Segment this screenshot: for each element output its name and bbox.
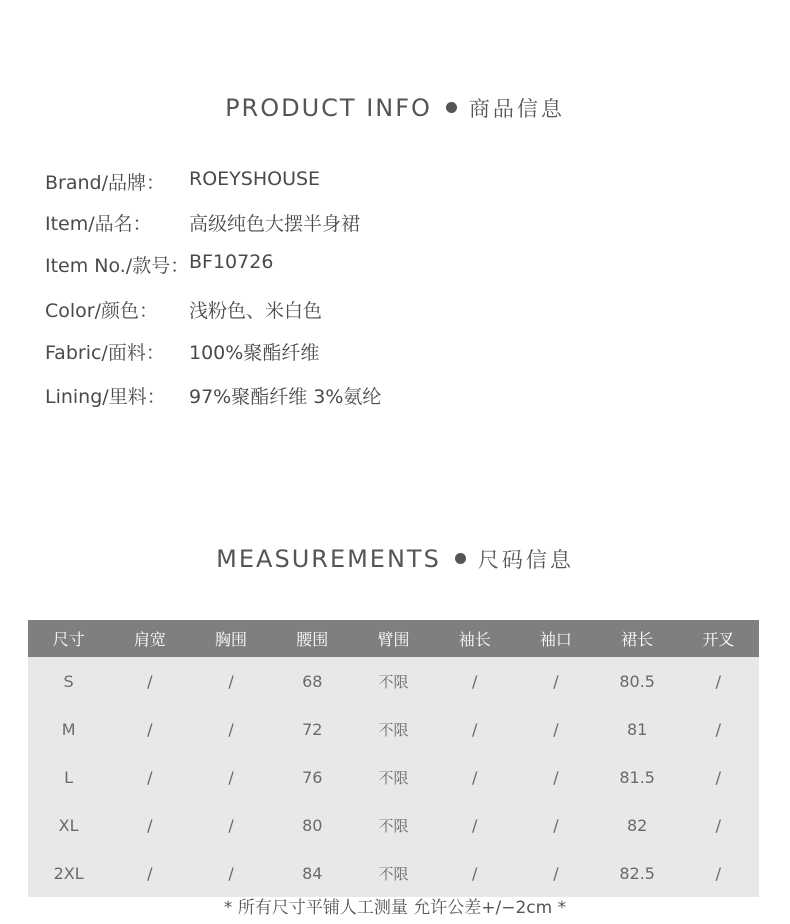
cell-chest: / <box>190 753 271 801</box>
cell-size: XL <box>28 801 109 849</box>
cell-size: S <box>28 657 109 705</box>
cell-cuff: / <box>515 801 596 849</box>
header-shoulder: 肩宽 <box>109 620 190 657</box>
cell-waist: 80 <box>272 801 353 849</box>
cell-waist: 68 <box>272 657 353 705</box>
table-row <box>28 705 759 753</box>
measurements-title-en: MEASUREMENTS <box>216 545 441 573</box>
info-label: Item No./款号： <box>45 255 190 277</box>
cell-cuff: / <box>515 753 596 801</box>
cell-skirt-length: 81.5 <box>597 753 678 801</box>
cell-sleeve-length: / <box>434 849 515 897</box>
cell-slit: / <box>678 849 759 897</box>
header-sleeve-length: 袖长 <box>434 620 515 657</box>
info-label: Brand/品牌： <box>45 172 165 194</box>
cell-waist: 76 <box>272 753 353 801</box>
size-table <box>28 620 759 897</box>
cell-chest: / <box>190 705 271 753</box>
table-row <box>28 801 759 849</box>
header-size: 尺寸 <box>28 620 109 657</box>
header-waist: 腰围 <box>272 620 353 657</box>
header-skirt-length: 裙长 <box>597 620 678 657</box>
cell-waist: 84 <box>272 849 353 897</box>
cell-waist: 72 <box>272 705 353 753</box>
header-slit: 开叉 <box>678 620 759 657</box>
cell-arm: 不限 <box>353 801 434 849</box>
measurement-footnote: * 所有尺寸平铺人工测量 允许公差+/−2cm * <box>223 898 567 918</box>
table-row <box>28 753 759 801</box>
info-label: Item/品名： <box>45 213 152 235</box>
bullet-dot-icon <box>455 553 466 564</box>
cell-arm: 不限 <box>353 753 434 801</box>
header-cuff: 袖口 <box>515 620 596 657</box>
cell-shoulder: / <box>109 801 190 849</box>
cell-size: 2XL <box>28 849 109 897</box>
cell-slit: / <box>678 657 759 705</box>
cell-sleeve-length: / <box>434 801 515 849</box>
info-label: Color/颜色： <box>45 300 159 322</box>
measurements-heading <box>0 544 790 574</box>
cell-sleeve-length: / <box>434 753 515 801</box>
measurements-title-cn: 尺码信息 <box>477 548 574 572</box>
info-label: Lining/里料： <box>45 386 166 408</box>
info-value: 100%聚酯纤维 <box>189 342 320 364</box>
cell-cuff: / <box>515 849 596 897</box>
info-label: Fabric/面料： <box>45 342 165 364</box>
cell-skirt-length: 81 <box>597 705 678 753</box>
cell-size: M <box>28 705 109 753</box>
cell-sleeve-length: / <box>434 657 515 705</box>
table-row <box>28 849 759 897</box>
cell-cuff: / <box>515 657 596 705</box>
product-info-heading <box>0 93 790 123</box>
cell-chest: / <box>190 849 271 897</box>
cell-size: L <box>28 753 109 801</box>
cell-chest: / <box>190 801 271 849</box>
cell-arm: 不限 <box>353 849 434 897</box>
cell-arm: 不限 <box>353 657 434 705</box>
info-value: 浅粉色、米白色 <box>189 300 323 322</box>
cell-sleeve-length: / <box>434 705 515 753</box>
product-info-title-cn: 商品信息 <box>468 97 565 121</box>
cell-slit: / <box>678 753 759 801</box>
cell-chest: / <box>190 657 271 705</box>
cell-shoulder: / <box>109 657 190 705</box>
info-value: BF10726 <box>189 251 274 273</box>
cell-skirt-length: 82 <box>597 801 678 849</box>
header-chest: 胸围 <box>190 620 271 657</box>
cell-shoulder: / <box>109 753 190 801</box>
cell-shoulder: / <box>109 849 190 897</box>
cell-skirt-length: 82.5 <box>597 849 678 897</box>
cell-slit: / <box>678 705 759 753</box>
cell-shoulder: / <box>109 705 190 753</box>
table-row <box>28 657 759 705</box>
info-value: 高级纯色大摆半身裙 <box>189 213 361 235</box>
cell-skirt-length: 80.5 <box>597 657 678 705</box>
cell-cuff: / <box>515 705 596 753</box>
product-info-title-en: PRODUCT INFO <box>225 94 432 122</box>
cell-arm: 不限 <box>353 705 434 753</box>
info-value: 97%聚酯纤维 3%氨纶 <box>189 386 382 408</box>
table-header-row <box>28 620 759 657</box>
info-value: ROEYSHOUSE <box>189 168 321 190</box>
cell-slit: / <box>678 801 759 849</box>
header-arm: 臂围 <box>353 620 434 657</box>
bullet-dot-icon <box>446 102 457 113</box>
